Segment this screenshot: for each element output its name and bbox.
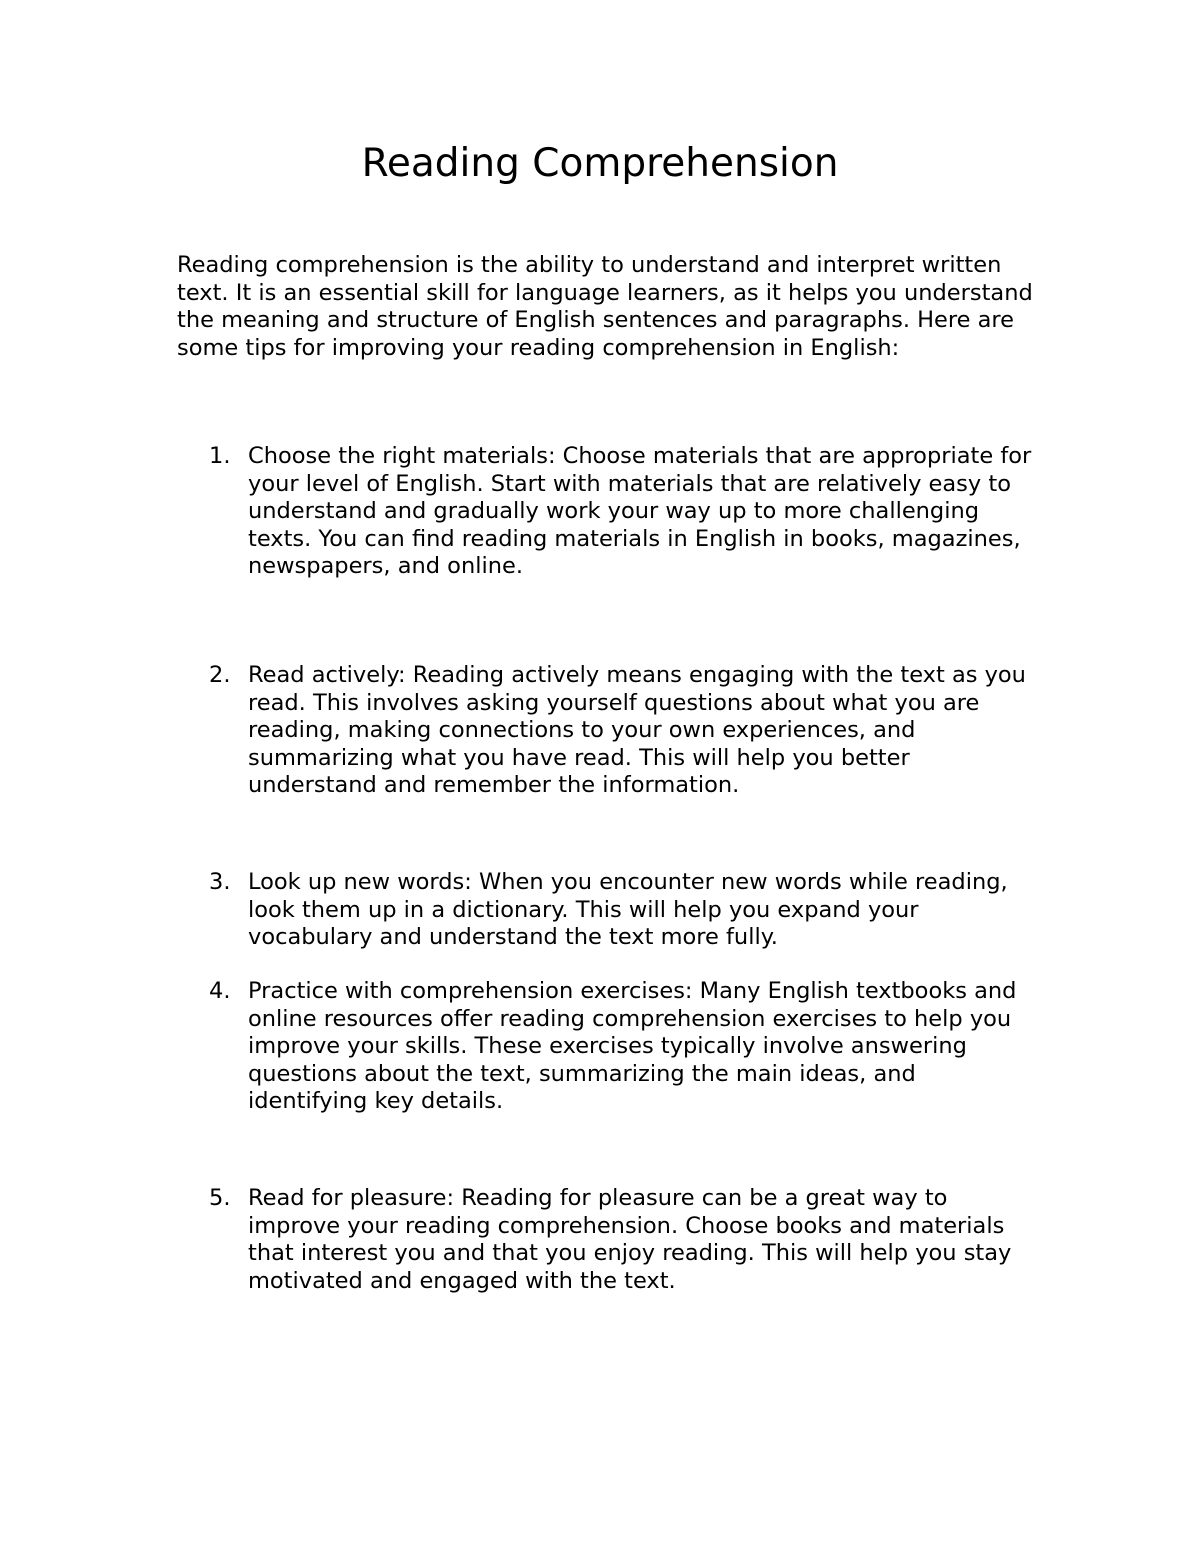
list-item-number: 5. — [209, 1185, 231, 1211]
list-item-text: Look up new words: When you encounter new words while reading, look them up in a dictionary. This will help you expand your vocabulary and understand the text more fully. — [248, 869, 1008, 950]
list-item-text: Read for pleasure: Reading for pleasure can be a great way to improve your reading comprehension. Choose books and materials that interest you and that you enjoy reading. This will help you stay motivated and engaged with the text. — [248, 1185, 1012, 1294]
list-item-number: 1. — [209, 443, 231, 469]
intro-paragraph: Reading comprehension is the ability to understand and interpret written text. It is an essential skill for language learners, as it helps you understand the meaning and structure of English sentences and paragraphs. Here are some tips for improving your reading comprehension in English: — [177, 252, 1033, 361]
list-item-number: 4. — [209, 978, 231, 1004]
list-item-text: Practice with comprehension exercises: Many English textbooks and online resources offer reading comprehension exercises to help you improve your skills. These exercises typically involve answering questions about the text, summarizing the main ideas, and identifying key details. — [248, 978, 1017, 1114]
list-item-text: Read actively: Reading actively means engaging with the text as you read. This involves asking yourself questions about what you are reading, making connections to your own experiences, and summarizing what you have read. This will help you better understand and remember the information. — [248, 662, 1026, 798]
page-title: Reading Comprehension — [361, 141, 839, 186]
list-item-number: 3. — [209, 869, 231, 895]
list-item-number: 2. — [209, 662, 231, 688]
list-item-text: Choose the right materials: Choose materials that are appropriate for your level of English. Start with materials that are relatively easy to understand and gradually work your way up to more challenging texts. You can find reading materials in English in books, magazines, newspapers, and online. — [248, 443, 1032, 579]
